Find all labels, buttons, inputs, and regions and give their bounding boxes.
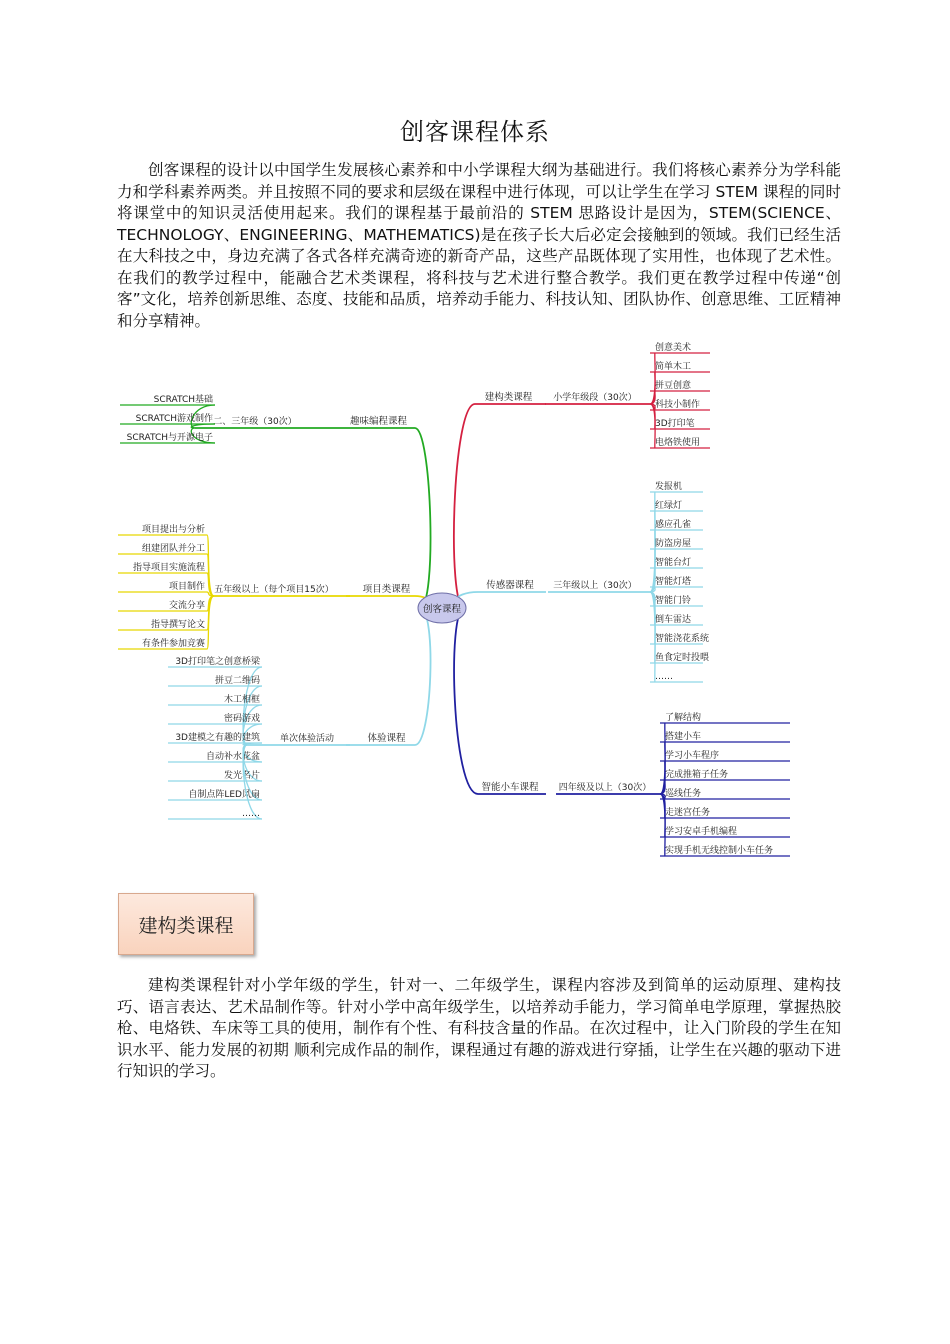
stage-label: 单次体验活动 [279,734,335,744]
stage-label: 二、三年级（30次） [213,417,297,427]
leaf-label: 发报机 [655,482,683,492]
branch-label: 项目类课程 [362,584,411,595]
page-title: 创客课程体系 [400,118,550,146]
leaf-label: 项目提出与分析 [141,525,205,535]
leaf-label: 巡线任务 [665,789,702,799]
branch-connector [415,608,431,745]
branch-label: 趣味编程课程 [349,416,408,427]
leaf-label: 完成推箱子任务 [665,770,729,780]
stage-label: 小学年级段（30次） [553,393,637,403]
leaf-label: 智能台灯 [655,558,692,568]
intro-paragraph: 创客课程的设计以中国学生发展核心素养和中小学课程大纲为基础进行。我们将核心素养分为学科能力和学科素养两类。并且按照不同的要求和层级在课程中进行体现，可以让学生在学习 STEM 课程的同时将课堂中的知识灵活使用起来。我们的课程基于最前沿的 STEM 思路设计是因为，STEM(SCIENCE、TECHNOLOGY、ENGINEERING、MATHEMATICS)是在孩子长大后必定会接触到的领域。我们已经生活在大科技之中，身边充满了各式各样充满奇迹的新奇产品，这些产品既体现了实用性，也体现了艺术性。在我们的教学过程中，能融合艺术类课程，将科技与艺术进行整合教学。我们更在教学过程中传递“创客”文化，培养创新思维、态度、技能和品质，培养动手能力、科技认知、团队协作、创意思维、工匠精神和分享精神。 [117,161,841,330]
leaf-label: 实现手机无线控制小车任务 [665,846,774,856]
stage-label: 五年级以上（每个项目15次） [214,585,334,595]
branch-label: 建构类课程 [484,392,533,403]
leaf-label: 3D打印笔 [655,419,695,429]
branch-connector [415,428,431,608]
leaf-label: 搭建小车 [665,732,702,742]
branch-connector [454,608,478,794]
leaf-label: SCRATCH与开源电子 [126,433,213,443]
leaf-label: 红绿灯 [655,501,683,511]
leaf-label: 拼豆创意 [655,381,692,391]
leaf-label: 鱼食定时投喂 [655,653,710,663]
leaf-label: 交流分享 [168,601,205,611]
stage-label: 四年级及以上（30次） [558,783,652,793]
leaf-label: 指导项目实施流程 [132,563,205,573]
leaf-label: 3D打印笔之创意桥梁 [175,657,260,667]
center-label: 创客课程 [422,604,462,615]
leaf-label: SCRATCH基础 [153,395,213,405]
section-heading-box [118,893,254,955]
leaf-label: 组建团队并分工 [141,544,205,554]
section-heading: 建构类课程 [138,914,234,937]
leaf-label: …… [242,809,260,819]
course-mindmap [110,338,810,868]
leaf-label: 简单木工 [655,362,692,372]
leaf-label: 感应孔雀 [655,520,692,530]
leaf-label: 拼豆二维码 [214,676,260,686]
leaf-label: 自动补水花盆 [205,752,260,762]
leaf-label: 有条件参加竞赛 [141,639,205,649]
leaf-label: 项目制作 [168,582,205,592]
leaf-label: 智能浇花系统 [655,634,710,644]
leaf-label: 走迷宫任务 [665,808,711,818]
branch-label: 智能小车课程 [481,782,539,793]
leaf-label: 智能门铃 [655,596,692,606]
leaf-label: 木工相框 [223,695,260,705]
leaf-label: 科技小制作 [655,400,701,410]
leaf-label: 创意美术 [655,343,692,353]
branch-label: 传感器课程 [486,580,534,591]
leaf-label: 了解结构 [665,713,702,723]
leaf-label: SCRATCH游戏制作 [135,414,213,424]
leaf-label: 倒车雷达 [655,615,692,625]
section-paragraph: 建构类课程针对小学年级的学生，针对一、二年级学生，课程内容涉及到简单的运动原理、建构技巧、语言表达、艺术品制作等。针对小学中高年级学生，以培养动手能力，学习简单电学原理，掌握热胶枪、电烙铁、车床等工具的使用，制作有个性、有科技含量的作品。在次过程中，让入门阶段的学生在知识水平、能力发展的初期 顺利完成作品的制作，课程通过有趣的游戏进行穿插，让学生在兴趣的驱动下进行知识的学习。 [117,976,841,1080]
leaf-label: 指导撰写论文 [150,620,205,630]
leaf-label: 学习安卓手机编程 [665,827,738,837]
leaf-label: 自制点阵LED风扇 [188,790,260,800]
leaf-label: 智能灯塔 [655,577,692,587]
leaf-label: 学习小车程序 [665,751,720,761]
leaf-label: 3D建模之有趣的建筑 [175,733,260,743]
leaf-label: 发光名片 [223,771,260,781]
leaf-label: 防盗房屋 [655,539,692,549]
leaf-label: 电烙铁使用 [655,438,701,448]
leaf-label: …… [655,672,673,682]
stage-label: 三年级以上（30次） [553,581,637,591]
branch-connector [454,404,475,608]
leaf-label: 密码游戏 [223,714,260,724]
branch-label: 体验课程 [367,733,406,744]
